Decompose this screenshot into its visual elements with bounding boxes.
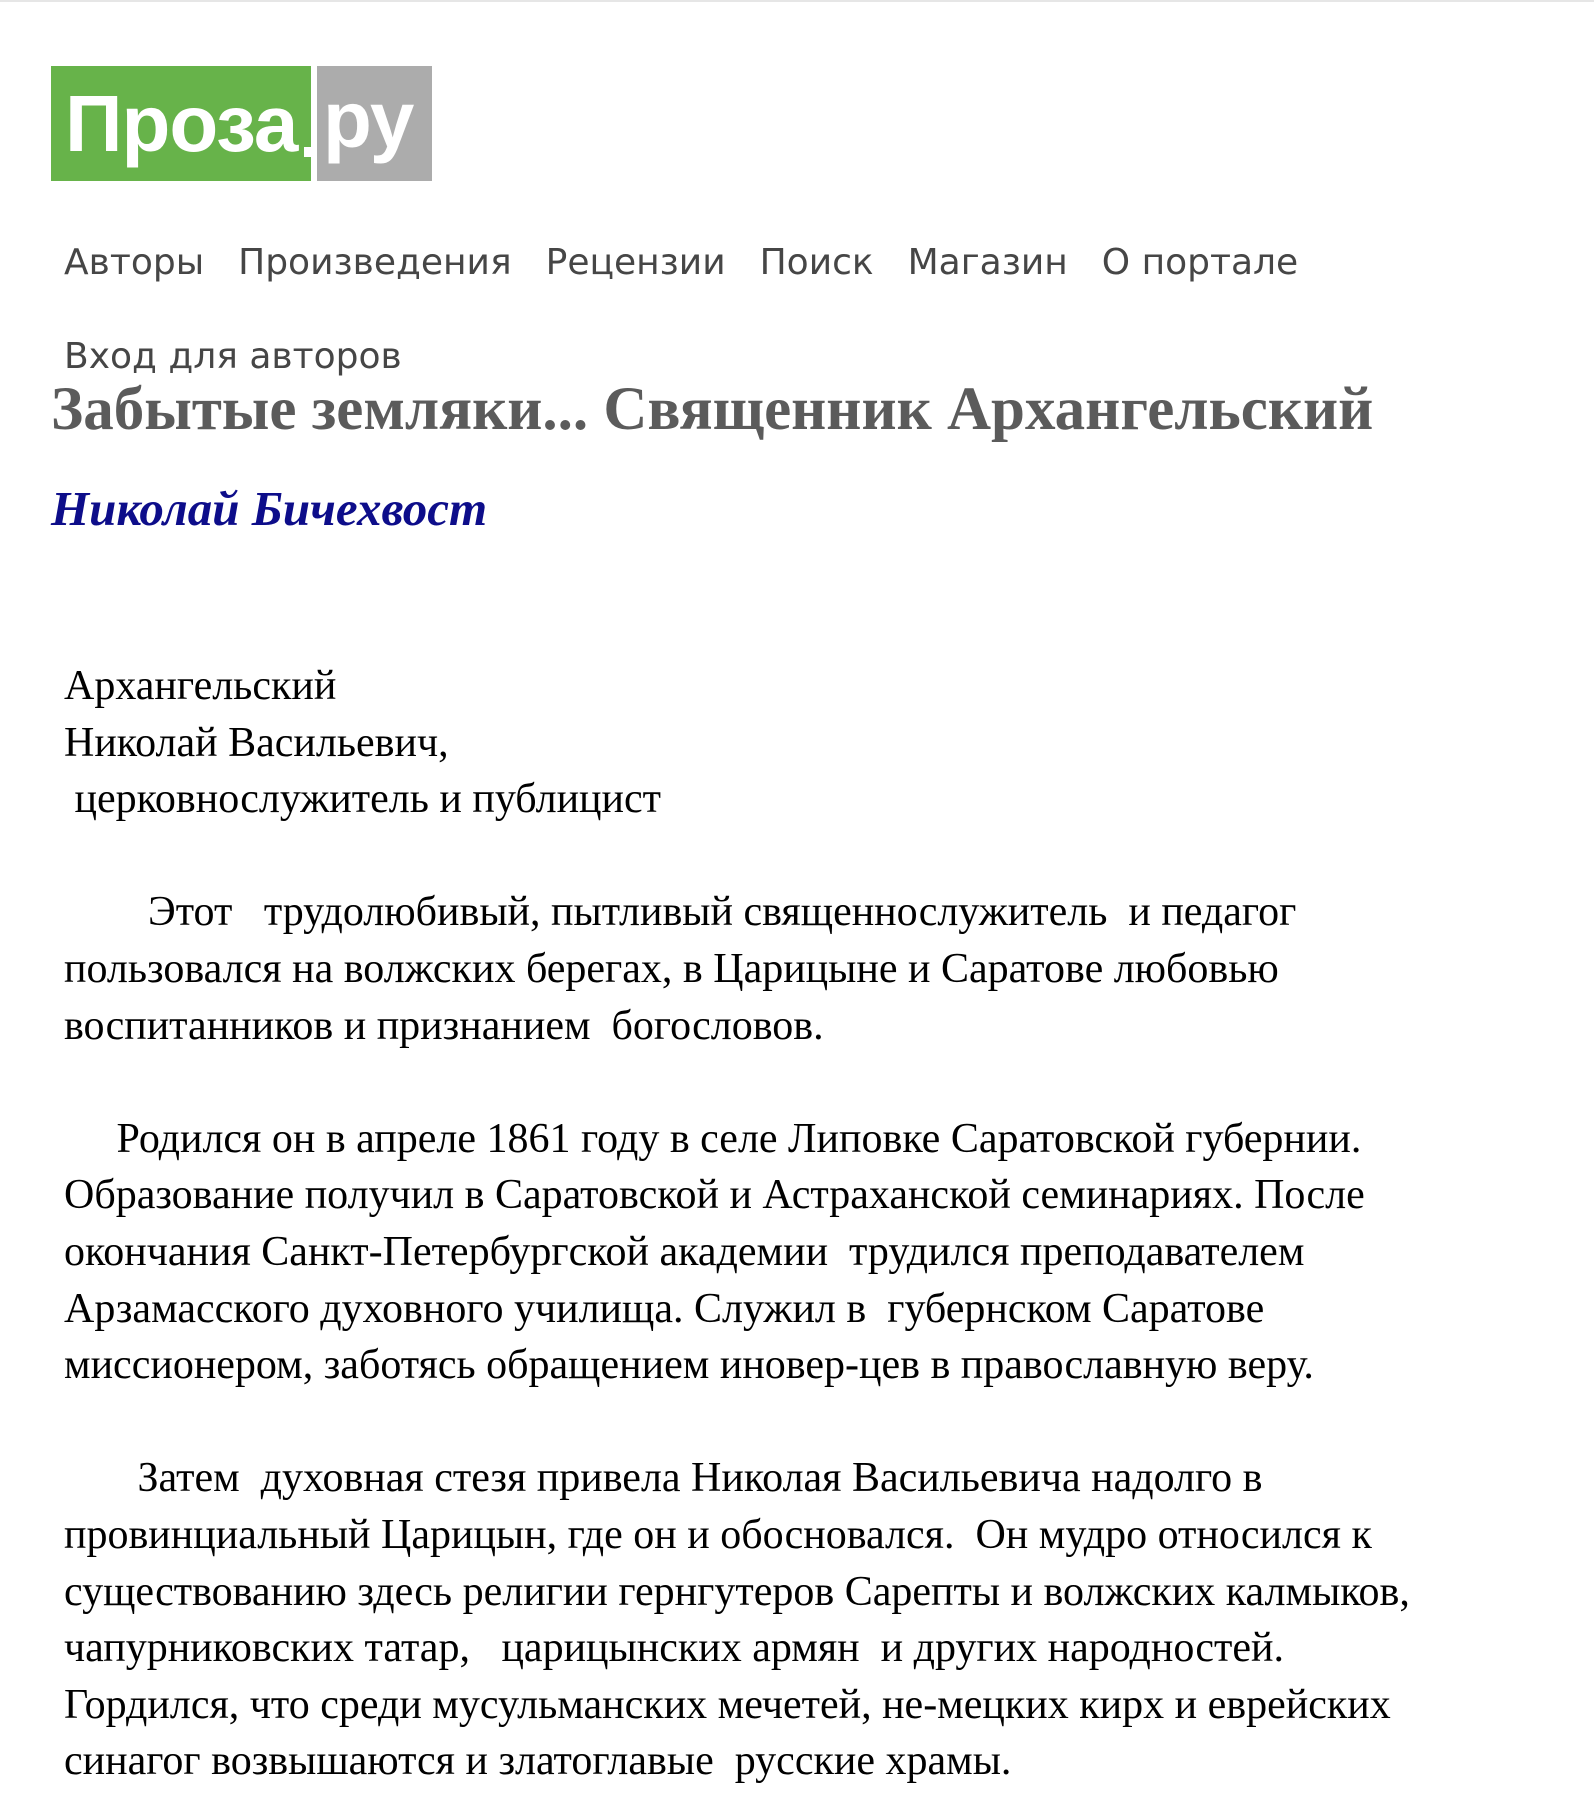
text-line: чапурниковских татар, царицынских армян и других народностей.: [64, 1625, 1285, 1672]
text-line: синагог возвышаются и златоглавые русские храмы.: [64, 1738, 1012, 1785]
text-line: Образование получил в Саратовской и Астраханской семинариях. После: [64, 1172, 1365, 1219]
nav-item-shop[interactable]: Магазин: [907, 242, 1068, 283]
nav-item-reviews[interactable]: Рецензии: [545, 242, 726, 283]
text-line: пользовался на волжских берегах, в Царицыне и Саратове любовью: [64, 945, 1279, 992]
text-line: Николай Васильевич,: [64, 719, 449, 766]
nav-item-about[interactable]: О портале: [1101, 242, 1299, 283]
text-line: Архангельский: [64, 663, 337, 709]
site-logo[interactable]: [51, 66, 432, 181]
text-line: церковнослужитель и публицист: [64, 776, 662, 823]
top-divider: [0, 0, 1594, 2]
nav-item-login[interactable]: Вход для авторов: [64, 336, 402, 377]
text-line: воспитанников и признанием богословов.: [64, 1002, 824, 1049]
article-body: [64, 658, 1544, 1790]
text-line: Арзамасского духовного училища. Служил в губернском Саратове: [64, 1285, 1265, 1332]
text-line: Гордился, что среди мусульманских мечетей, не-мецких кирх и еврейских: [64, 1681, 1391, 1728]
main-navigation: [64, 230, 1464, 389]
text-line: [64, 1394, 1544, 1451]
logo-main-text: Проза: [65, 79, 298, 168]
text-line: Родился он в апреле 1861 году в селе Липовке Саратовской губернии.: [64, 1115, 1362, 1162]
text-line: существованию здесь религии гернгутеров Сарепты и волжских калмыков,: [64, 1568, 1410, 1615]
text-line: [64, 828, 1544, 885]
nav-item-works[interactable]: Произведения: [238, 242, 512, 283]
text-line: миссионером, заботясь обращением иновер-цев в православную веру.: [64, 1342, 1314, 1389]
text-line: [64, 1054, 1544, 1111]
nav-item-search[interactable]: Поиск: [759, 242, 874, 283]
page-title: Забытые земляки... Священник Архангельский: [51, 376, 1374, 443]
nav-row-1: [64, 230, 1464, 295]
logo-main-part: [51, 66, 311, 181]
author-link[interactable]: Николай Бичехвост: [51, 481, 488, 536]
nav-item-authors[interactable]: Авторы: [64, 242, 205, 283]
logo-dot: [304, 147, 314, 157]
text-line: окончания Санкт-Петербургской академии трудился преподавателем: [64, 1228, 1305, 1275]
logo-extension: ру: [317, 66, 432, 181]
text-line: Этот трудолюбивый, пытливый священнослужитель и педагог: [64, 889, 1297, 936]
text-line: Затем духовная стезя привела Николая Васильевича надолго в: [64, 1455, 1263, 1502]
text-line: провинциальный Царицын, где он и обосновался. Он мудро относился к: [64, 1511, 1372, 1558]
